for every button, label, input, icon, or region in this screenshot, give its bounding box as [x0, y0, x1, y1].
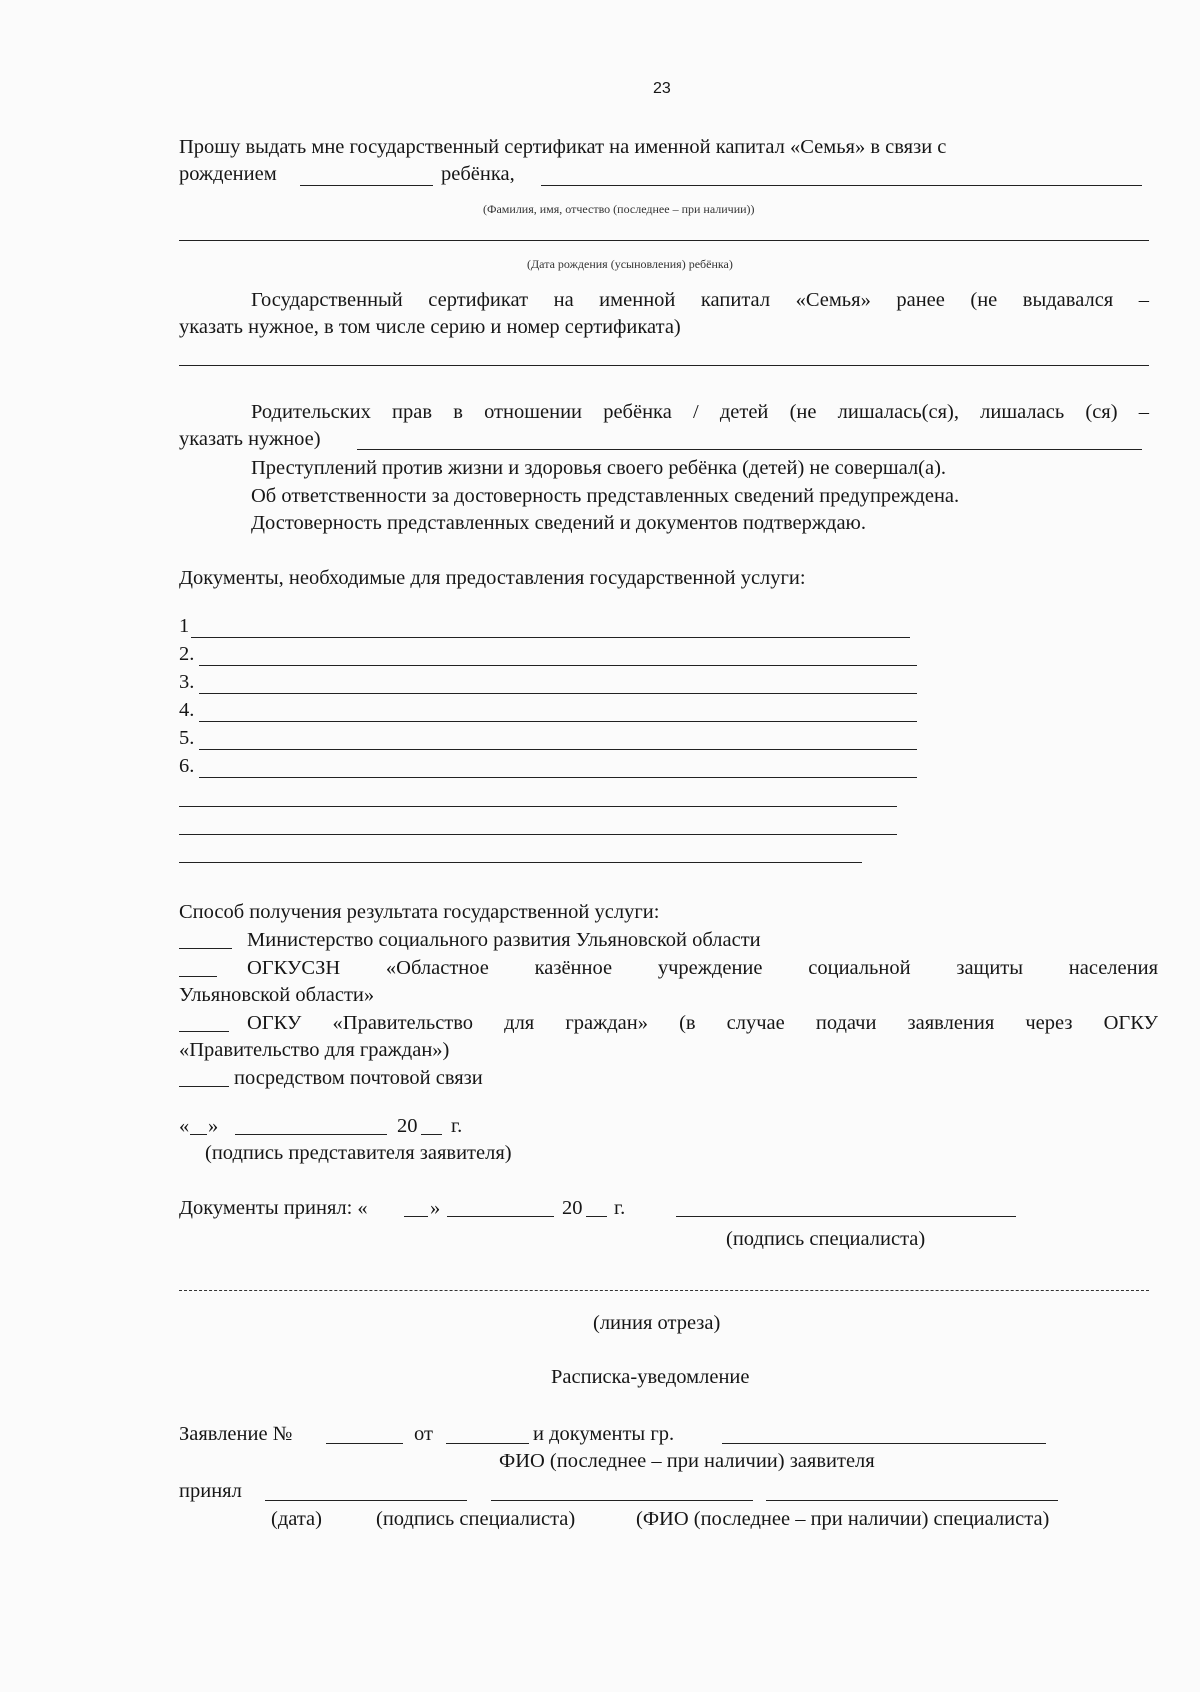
statement-docs-label: и документы гр. [533, 1423, 675, 1445]
receipt-specialist-caption: (ФИО (последнее – при наличии) специалиста) [636, 1508, 1050, 1530]
confirm-statement: Достоверность представленных сведений и документов подтверждаю. [251, 512, 866, 534]
parental-blank [357, 449, 1142, 450]
receipt-date-caption: (дата) [271, 1508, 322, 1530]
document-item-line [191, 637, 910, 638]
document-item-number: 5. [179, 727, 195, 749]
accepted-year-blank [586, 1216, 607, 1217]
option-4-checkbox-blank [179, 1086, 229, 1087]
parental-line-2: указать нужное) [179, 428, 321, 450]
document-extra-line [179, 834, 897, 835]
crimes-statement: Преступлений против жизни и здоровья своего ребёнка (детей) не совершал(а). [251, 457, 947, 479]
certificate-line-2: указать нужное, в том числе серию и номер сертификата) [179, 316, 681, 338]
document-item-line [199, 665, 917, 666]
option-3-checkbox-blank [179, 1031, 229, 1032]
accepted-label: Документы принял: « [179, 1197, 368, 1219]
receipt-fio-caption: ФИО (последнее – при наличии) заявителя [499, 1450, 875, 1472]
applicant-day-blank [190, 1134, 207, 1135]
document-item-line [199, 777, 917, 778]
option-1-label: Министерство социального развития Ульяновской области [247, 929, 761, 951]
child-word: ребёнка, [441, 163, 515, 185]
applicant-year-prefix: 20 [397, 1115, 418, 1137]
page-number: 23 [653, 80, 671, 97]
cut-line [179, 1290, 1149, 1291]
accepted-month-blank [447, 1216, 554, 1217]
request-line-1: Прошу выдать мне государственный сертификат на именной капитал «Семья» в связи с [179, 136, 947, 158]
document-item-line [199, 693, 917, 694]
cut-line-caption: (линия отреза) [593, 1312, 721, 1334]
child-fio-blank [541, 185, 1142, 186]
applicant-signature-caption: (подпись представителя заявителя) [205, 1142, 512, 1164]
parental-line-1: Родительских прав в отношении ребёнка / детей (не лишалась(ся), лишалась (ся) – [251, 401, 1149, 423]
option-2-checkbox-blank [179, 976, 217, 977]
applicant-close-quote: » [208, 1115, 219, 1137]
statement-label: Заявление № [179, 1423, 293, 1445]
document-extra-line [179, 806, 897, 807]
document-item-number: 2. [179, 643, 195, 665]
receipt-specialist-blank [766, 1500, 1058, 1501]
receipt-title: Расписка-уведомление [551, 1366, 750, 1388]
applicant-open-quote: « [179, 1115, 190, 1137]
applicant-year-blank [421, 1134, 442, 1135]
document-item-number: 4. [179, 699, 195, 721]
result-heading: Способ получения результата государственной услуги: [179, 901, 660, 923]
option-3-line-2: «Правительство для граждан») [179, 1039, 450, 1061]
responsibility-statement: Об ответственности за достоверность представленных сведений предупреждена. [251, 485, 960, 507]
applicant-year-suffix: г. [451, 1115, 463, 1137]
accepted-day-blank [404, 1216, 428, 1217]
document-item-number: 1 [179, 615, 190, 637]
applicant-month-blank [235, 1134, 387, 1135]
option-1-checkbox-blank [179, 948, 232, 949]
accepted-year-suffix: г. [614, 1197, 626, 1219]
document-extra-line [179, 862, 862, 863]
applicant-fio-blank [722, 1443, 1046, 1444]
option-2-line-1: ОГКУСЗН «Областное казённое учреждение социальной защиты населения [247, 957, 1158, 979]
option-2-line-2: Ульяновской области» [179, 984, 375, 1006]
birth-order-blank [300, 185, 433, 186]
fio-caption: (Фамилия, имя, отчество (последнее – при наличии)) [483, 202, 755, 216]
document-item-line [199, 721, 917, 722]
statement-from-label: от [414, 1423, 433, 1445]
birthdate-caption: (Дата рождения (усыновления) ребёнка) [527, 257, 733, 271]
document-item-number: 3. [179, 671, 195, 693]
accepted-signature-blank [676, 1216, 1016, 1217]
birthdate-blank [179, 240, 1149, 241]
accepted-year-prefix: 20 [562, 1197, 583, 1219]
certificate-line-1: Государственный сертификат на именной капитал «Семья» ранее (не выдавался – [251, 289, 1149, 311]
documents-heading: Документы, необходимые для предоставления государственной услуги: [179, 567, 806, 589]
accepted-signature-caption: (подпись специалиста) [726, 1228, 926, 1250]
document-item-number: 6. [179, 755, 195, 777]
receipt-signature-caption: (подпись специалиста) [376, 1508, 576, 1530]
receipt-date-blank [265, 1500, 467, 1501]
receipt-signature-blank [491, 1500, 753, 1501]
receipt-accepted-label: принял [179, 1480, 242, 1502]
statement-number-blank [326, 1443, 403, 1444]
option-3-line-1: ОГКУ «Правительство для граждан» (в случае подачи заявления через ОГКУ [247, 1012, 1158, 1034]
statement-date-blank [446, 1443, 529, 1444]
certificate-blank [179, 365, 1149, 366]
birth-prefix: рождением [179, 163, 277, 185]
option-4-label: посредством почтовой связи [234, 1067, 483, 1089]
document-item-line [199, 749, 917, 750]
accepted-close-quote: » [430, 1197, 441, 1219]
